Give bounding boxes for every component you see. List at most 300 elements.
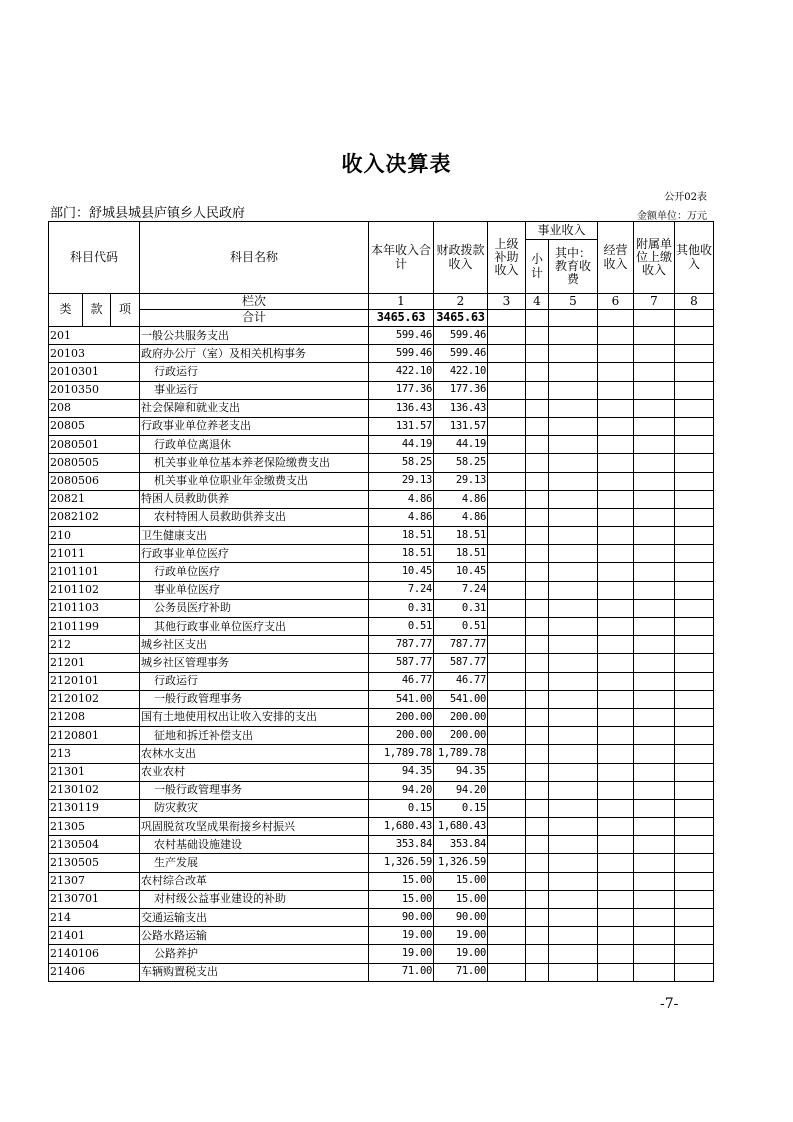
- total-income: 15.00: [369, 872, 434, 890]
- fiscal-income: 787.77: [434, 636, 488, 654]
- empty-cell: [526, 890, 549, 908]
- empty-cell: [598, 563, 634, 581]
- empty-cell: [549, 836, 598, 854]
- empty-cell: [526, 963, 549, 981]
- subject-code: 21401: [49, 927, 140, 945]
- empty-cell: [488, 763, 526, 781]
- subject-code: 2101199: [49, 618, 140, 636]
- empty-cell: [634, 527, 675, 545]
- empty-cell: [488, 872, 526, 890]
- empty-cell: [598, 472, 634, 490]
- subject-code: 2120102: [49, 690, 140, 708]
- total-income: 7.24: [369, 581, 434, 599]
- empty-cell: [634, 399, 675, 417]
- empty-cell: [526, 672, 549, 690]
- empty-cell: [526, 945, 549, 963]
- empty-cell: [634, 854, 675, 872]
- empty-cell: [675, 545, 714, 563]
- empty-cell: [598, 581, 634, 599]
- empty-cell: [488, 654, 526, 672]
- empty-cell: [488, 472, 526, 490]
- empty-cell: [598, 599, 634, 617]
- subject-name: 巩固脱贫攻坚成果衔接乡村振兴: [140, 818, 369, 836]
- empty-cell: [488, 890, 526, 908]
- subject-name: 公务员医疗补助: [140, 599, 369, 617]
- empty-cell: [675, 872, 714, 890]
- empty-cell: [526, 454, 549, 472]
- empty-cell: [598, 345, 634, 363]
- empty-cell: [549, 363, 598, 381]
- empty-cell: [598, 708, 634, 726]
- empty-cell: [488, 618, 526, 636]
- empty-cell: [634, 599, 675, 617]
- table-row: [49, 399, 714, 417]
- empty-cell: [488, 581, 526, 599]
- empty-cell: [488, 836, 526, 854]
- total-income: 0.31: [369, 599, 434, 617]
- subject-code: 2130102: [49, 781, 140, 799]
- subject-name: 农业农村: [140, 763, 369, 781]
- col-num: 6: [598, 294, 634, 310]
- subject-code: 201: [49, 327, 140, 345]
- empty-cell: [526, 636, 549, 654]
- empty-cell: [488, 963, 526, 981]
- table-row: [49, 636, 714, 654]
- empty-cell: [549, 727, 598, 745]
- fiscal-income: 90.00: [434, 909, 488, 927]
- empty-cell: [549, 563, 598, 581]
- empty-cell: [526, 745, 549, 763]
- empty-cell: [598, 927, 634, 945]
- empty-cell: [549, 490, 598, 508]
- empty-cell: [634, 618, 675, 636]
- table-row: [49, 581, 714, 599]
- fiscal-income: 131.57: [434, 417, 488, 435]
- empty-cell: [598, 909, 634, 927]
- empty-cell: [598, 436, 634, 454]
- subject-name: 行政单位医疗: [140, 563, 369, 581]
- table-row: [49, 890, 714, 908]
- empty-cell: [675, 854, 714, 872]
- empty-cell: [598, 636, 634, 654]
- empty-cell: [598, 945, 634, 963]
- empty-cell: [634, 327, 675, 345]
- empty-cell: [634, 581, 675, 599]
- table-row: [49, 454, 714, 472]
- table-row: [49, 381, 714, 399]
- total-income: 44.19: [369, 436, 434, 454]
- fiscal-income: 353.84: [434, 836, 488, 854]
- empty-cell: [634, 708, 675, 726]
- empty-cell: [598, 654, 634, 672]
- header-business: 经营收入: [598, 222, 634, 294]
- empty-cell: [549, 909, 598, 927]
- empty-cell: [675, 618, 714, 636]
- subject-name: 公路水路运输: [140, 927, 369, 945]
- table-row: [49, 654, 714, 672]
- table-row: [49, 690, 714, 708]
- subject-code: 21305: [49, 818, 140, 836]
- empty-cell: [598, 727, 634, 745]
- subject-code: 212: [49, 636, 140, 654]
- empty-cell: [526, 363, 549, 381]
- empty-cell: [634, 763, 675, 781]
- subject-name: 特困人员救助供养: [140, 490, 369, 508]
- total-income: 136.43: [369, 399, 434, 417]
- fiscal-income: 71.00: [434, 963, 488, 981]
- subject-code: 21406: [49, 963, 140, 981]
- empty-cell: [549, 636, 598, 654]
- table-row: [49, 854, 714, 872]
- subject-code: 2101103: [49, 599, 140, 617]
- subject-name: 一般公共服务支出: [140, 327, 369, 345]
- subject-name: 事业运行: [140, 381, 369, 399]
- fiscal-income: 4.86: [434, 490, 488, 508]
- fiscal-income: 58.25: [434, 454, 488, 472]
- unit-label: 金额单位：万元: [637, 211, 707, 222]
- empty-cell: [598, 836, 634, 854]
- empty-cell: [526, 417, 549, 435]
- empty-cell: [526, 490, 549, 508]
- total-income: 29.13: [369, 472, 434, 490]
- subject-code: 2080505: [49, 454, 140, 472]
- subject-code: 208: [49, 399, 140, 417]
- empty-cell: [675, 363, 714, 381]
- subject-name: 农村综合改革: [140, 872, 369, 890]
- total-income: 71.00: [369, 963, 434, 981]
- empty-cell: [549, 963, 598, 981]
- subject-code: 213: [49, 745, 140, 763]
- department-label: 部门：舒城县城县庐镇乡人民政府: [50, 206, 246, 221]
- empty-cell: [675, 708, 714, 726]
- empty-cell: [488, 708, 526, 726]
- subject-name: 社会保障和就业支出: [140, 399, 369, 417]
- empty-cell: [634, 927, 675, 945]
- table-row: [49, 327, 714, 345]
- fiscal-income: 18.51: [434, 527, 488, 545]
- empty-cell: [549, 599, 598, 617]
- empty-cell: [488, 508, 526, 526]
- empty-cell: [526, 581, 549, 599]
- table-row: [49, 872, 714, 890]
- empty-cell: [488, 909, 526, 927]
- col-num: 7: [634, 294, 675, 310]
- empty-cell: [634, 799, 675, 817]
- empty-cell: [526, 690, 549, 708]
- subject-name: 行政事业单位养老支出: [140, 417, 369, 435]
- fiscal-income: 200.00: [434, 727, 488, 745]
- empty-cell: [549, 454, 598, 472]
- total-income: 19.00: [369, 945, 434, 963]
- subject-code: 2130701: [49, 890, 140, 908]
- empty-cell: [675, 963, 714, 981]
- table-row: [49, 490, 714, 508]
- subject-code: 2101102: [49, 581, 140, 599]
- empty-cell: [526, 727, 549, 745]
- subject-code: 21301: [49, 763, 140, 781]
- empty-cell: [598, 854, 634, 872]
- empty-cell: [598, 618, 634, 636]
- table-row: [49, 945, 714, 963]
- empty-cell: [634, 417, 675, 435]
- empty-cell: [675, 890, 714, 908]
- empty-cell: [488, 454, 526, 472]
- page-number: -7-: [660, 996, 679, 1012]
- empty-cell: [488, 417, 526, 435]
- fiscal-income: 18.51: [434, 545, 488, 563]
- empty-cell: [549, 381, 598, 399]
- subject-code: 2082102: [49, 508, 140, 526]
- empty-cell: [598, 527, 634, 545]
- subject-name: 政府办公厅（室）及相关机构事务: [140, 345, 369, 363]
- total-income: 90.00: [369, 909, 434, 927]
- subject-name: 城乡社区管理事务: [140, 654, 369, 672]
- fiscal-income: 10.45: [434, 563, 488, 581]
- header-other: 其他收入: [675, 222, 714, 294]
- subject-name: 对村级公益事业建设的补助: [140, 890, 369, 908]
- subject-code: 21208: [49, 708, 140, 726]
- header-career: 事业收入: [526, 222, 598, 240]
- empty-cell: [526, 563, 549, 581]
- total-income: 18.51: [369, 545, 434, 563]
- empty-cell: [598, 454, 634, 472]
- empty-cell: [488, 636, 526, 654]
- empty-cell: [549, 654, 598, 672]
- empty-cell: [488, 399, 526, 417]
- empty-cell: [598, 690, 634, 708]
- empty-cell: [675, 527, 714, 545]
- fiscal-income: 44.19: [434, 436, 488, 454]
- fiscal-income: 0.15: [434, 799, 488, 817]
- table-row: [49, 745, 714, 763]
- empty-cell: [634, 781, 675, 799]
- header-xiang: 项: [111, 294, 140, 327]
- empty-cell: [598, 890, 634, 908]
- empty-cell: [675, 508, 714, 526]
- empty-cell: [488, 563, 526, 581]
- subject-name: 国有土地使用权出让收入安排的支出: [140, 708, 369, 726]
- subject-name: 机关事业单位职业年金缴费支出: [140, 472, 369, 490]
- empty-cell: [675, 763, 714, 781]
- col-num: 1: [369, 294, 434, 310]
- empty-cell: [488, 727, 526, 745]
- total-income: 200.00: [369, 727, 434, 745]
- fiscal-income: 0.31: [434, 599, 488, 617]
- subject-code: 21201: [49, 654, 140, 672]
- fiscal-income: 587.77: [434, 654, 488, 672]
- empty-cell: [675, 836, 714, 854]
- empty-cell: [549, 708, 598, 726]
- empty-cell: [526, 399, 549, 417]
- empty-cell: [675, 563, 714, 581]
- empty-cell: [488, 327, 526, 345]
- empty-cell: [598, 818, 634, 836]
- empty-cell: [675, 727, 714, 745]
- subject-name: 农林水支出: [140, 745, 369, 763]
- total-income: 15.00: [369, 890, 434, 908]
- table-row: [49, 836, 714, 854]
- subject-code: 2130504: [49, 836, 140, 854]
- empty-cell: [634, 436, 675, 454]
- table-row: [49, 436, 714, 454]
- header-edu: 其中：教育收费: [549, 240, 598, 294]
- subject-name: 城乡社区支出: [140, 636, 369, 654]
- subject-code: 21307: [49, 872, 140, 890]
- table-row: [49, 927, 714, 945]
- table-row: [49, 599, 714, 617]
- empty-cell: [526, 327, 549, 345]
- empty-cell: [598, 763, 634, 781]
- total-income: 131.57: [369, 417, 434, 435]
- subject-name: 一般行政管理事务: [140, 781, 369, 799]
- fiscal-income: 599.46: [434, 327, 488, 345]
- empty-cell: [526, 708, 549, 726]
- empty-cell: [488, 799, 526, 817]
- subject-code: 2080501: [49, 436, 140, 454]
- empty-cell: [488, 945, 526, 963]
- total-income: 18.51: [369, 527, 434, 545]
- subject-name: 征地和拆迁补偿支出: [140, 727, 369, 745]
- empty-cell: [598, 327, 634, 345]
- empty-cell: [634, 818, 675, 836]
- empty-cell: [526, 836, 549, 854]
- total-income: 58.25: [369, 454, 434, 472]
- empty-cell: [634, 545, 675, 563]
- empty-cell: [598, 399, 634, 417]
- empty-cell: [634, 472, 675, 490]
- subject-code: 2120801: [49, 727, 140, 745]
- col-num: 5: [549, 294, 598, 310]
- total-amount: 3465.63: [369, 310, 434, 327]
- empty-cell: [598, 545, 634, 563]
- empty-cell: [634, 690, 675, 708]
- empty-cell: [488, 672, 526, 690]
- subject-name: 车辆购置税支出: [140, 963, 369, 981]
- total-fiscal: 3465.63: [434, 310, 488, 327]
- empty-cell: [634, 963, 675, 981]
- subject-name: 交通运输支出: [140, 909, 369, 927]
- empty-cell: [598, 363, 634, 381]
- empty-cell: [526, 545, 549, 563]
- empty-cell: [634, 381, 675, 399]
- total-income: 10.45: [369, 563, 434, 581]
- total-income: 787.77: [369, 636, 434, 654]
- table-row: [49, 345, 714, 363]
- header-lanci: 栏次: [140, 294, 369, 310]
- table-row: [49, 618, 714, 636]
- fiscal-income: 19.00: [434, 927, 488, 945]
- empty-cell: [634, 945, 675, 963]
- empty-cell: [526, 381, 549, 399]
- subject-name: 农村基础设施建设: [140, 836, 369, 854]
- total-income: 19.00: [369, 927, 434, 945]
- fiscal-income: 7.24: [434, 581, 488, 599]
- table-row: [49, 963, 714, 981]
- col-num: 8: [675, 294, 714, 310]
- total-income: 1,326.59: [369, 854, 434, 872]
- empty-cell: [598, 872, 634, 890]
- empty-cell: [549, 399, 598, 417]
- empty-cell: [526, 763, 549, 781]
- empty-cell: [675, 599, 714, 617]
- page-title: 收入决算表: [341, 151, 452, 176]
- empty-cell: [488, 490, 526, 508]
- empty-cell: [488, 545, 526, 563]
- fiscal-income: 422.10: [434, 363, 488, 381]
- empty-cell: [526, 527, 549, 545]
- empty-cell: [598, 672, 634, 690]
- subject-code: 2010301: [49, 363, 140, 381]
- empty-cell: [526, 618, 549, 636]
- subject-code: 20805: [49, 417, 140, 435]
- total-income: 94.20: [369, 781, 434, 799]
- empty-cell: [634, 636, 675, 654]
- empty-cell: [549, 945, 598, 963]
- empty-cell: [634, 454, 675, 472]
- total-income: 0.15: [369, 799, 434, 817]
- empty-cell: [526, 872, 549, 890]
- table-row: [49, 545, 714, 563]
- fiscal-income: 94.20: [434, 781, 488, 799]
- empty-cell: [675, 799, 714, 817]
- table-row: [49, 417, 714, 435]
- fiscal-income: 200.00: [434, 708, 488, 726]
- empty-cell: [488, 927, 526, 945]
- empty-cell: [549, 927, 598, 945]
- empty-cell: [675, 654, 714, 672]
- income-table: [48, 221, 714, 982]
- empty-cell: [634, 890, 675, 908]
- total-income: 1,789.78: [369, 745, 434, 763]
- header-code: 科目代码: [49, 222, 140, 294]
- table-row: [49, 527, 714, 545]
- table-row: [49, 763, 714, 781]
- empty-cell: [675, 581, 714, 599]
- subject-name: 防灾救灾: [140, 799, 369, 817]
- subject-name: 行政运行: [140, 672, 369, 690]
- subject-code: 20103: [49, 345, 140, 363]
- empty-cell: [675, 818, 714, 836]
- empty-cell: [488, 381, 526, 399]
- header-upper: 上级补助收入: [488, 222, 526, 294]
- header-fiscal: 财政拨款收入: [434, 222, 488, 294]
- fiscal-income: 1,789.78: [434, 745, 488, 763]
- table-row: [49, 508, 714, 526]
- empty-cell: [675, 781, 714, 799]
- empty-cell: [549, 472, 598, 490]
- empty-cell: [675, 927, 714, 945]
- empty-cell: [549, 872, 598, 890]
- empty-cell: [675, 909, 714, 927]
- empty-cell: [634, 654, 675, 672]
- header-kuan: 款: [83, 294, 111, 327]
- subject-name: 卫生健康支出: [140, 527, 369, 545]
- empty-cell: [488, 690, 526, 708]
- empty-cell: [634, 727, 675, 745]
- empty-cell: [488, 363, 526, 381]
- empty-cell: [675, 327, 714, 345]
- empty-cell: [549, 527, 598, 545]
- subject-code: 20821: [49, 490, 140, 508]
- empty-cell: [634, 345, 675, 363]
- empty-cell: [526, 854, 549, 872]
- fiscal-income: 1,326.59: [434, 854, 488, 872]
- col-num: 2: [434, 294, 488, 310]
- empty-cell: [488, 818, 526, 836]
- fiscal-income: 46.77: [434, 672, 488, 690]
- header-subtotal: 小计: [526, 240, 549, 294]
- empty-cell: [675, 345, 714, 363]
